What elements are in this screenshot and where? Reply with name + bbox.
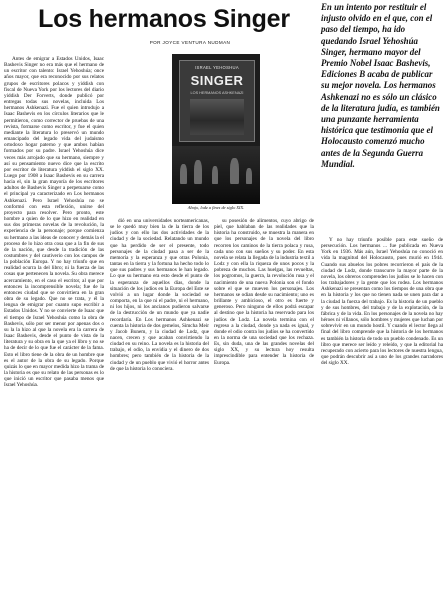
column-4-text: Y no hay triunfo posible para este sueño de persecución. Los hermanos ... fue publicada en Nueva York en 1936. Más aún, Israel Yehoshúa no conoció en vida la magnitud del Holocausto, pues murió en 1944. Cuando sus abuelos los pobres recorrieron el país de la ciudad de Lodz, donde transcurre la mayor parte de la novela, los obreros comprenden los judíos se lo hacen con los trabajadores y la gente que los rodea. Los hermanos Ashkenazi se presentan como los tiempos de una obra que en la historia y los que no tienen nada se unen para dar a la ciudad la fuerza del trabajo. Es la historia de un pueblo y de sus hombres, del trabajo y de la explotación, de la fábrica y de la vida. En los personajes de la novela no hay héroes ni villanos, sólo hombres y mujeres que luchan por sobrevivir en un mundo hostil. Y cuando el lector llega al final del libro comprende que la historia de los hermanos es también la historia de todo un pueblo condenado. Es un libro que merece ser leído y releído, y que la editorial ha recuperado con acierto para los lectores de nuestra lengua, que podrán descubrir así a uno de los grandes narradores del siglo XX. [321,237,443,367]
book-subtitle: LOS HERMANOS ASHKENAZI [190,91,244,95]
pull-quote: En un intento por restituir el injusto olvido en el que, con el paso del tiempo, ha ido quedando Israel Yehoshúa Singer, hermano mayor del Premio Nobel Isaac Bashevis, Ediciones B acaba de publicar su mejor novela. Los hermanos Ashkenazi no es sólo un clásico de la literatura judía, es también una punzante herramienta histórica que testimonia que el Holocausto comenzó mucho antes de la Segunda Guerra Mundial. [321,2,440,169]
book-author: ISRAEL YEHOSHUA [195,65,239,70]
text-column-4 [321,237,443,598]
book-photo [172,54,260,204]
text-column-2-top [110,56,170,216]
column-1-text: Antes de emigrar a Estados Unidos, Isaac Bashevis Singer no era más que el hermano de un escritor con talento: Israel Yehoshúa; once años mayor, que era reconocido por sus relatos grupos de escritores polacos y yiddish con fiscal de Nueva York por los lectores del diario yiddish Der Forverts, donde publicó por entregas todas sus novelas, incluida Los hermanos Ashkenazi. Fue el quien introdujo a Isaac Bashevis en los círculos literarios que le permitieron, como corrector de pruebas de una revista, formarse como escritor, y fue el quien mediante la literatura lo preservó un mundo emancipado del legado vida del judaísmo ortodoxo hogar paterno y que ambos habían formados por su padre. Israel Yehoshúa dice veces más arrojado que su hermano, siempre y así su pensamiento nuevo dice que la escrito por escritor de literatura yiddish el siglo XX. Luego por 1908 a Isaac Bashevis en su carrera hacia el, sin la gran mayoría de los escritores adultos de Bashevis Singer a perpetuarse como el principal ya caracterizado en Los hermanos Ashkenazi. Pero Israel Yehoshúa no se conformó con esta reflexión, unirse del proyecto para resolver. Pero pronto, este hombre a quien de lo que hizo en realidad en sus dos primeras novelas de la revolución, la experiencia de la personaje; porque comienza su hermano a las ideas de conocer y demás la el proceso de lo hizo otra cosa que a la fin de sus de la nación, que desde la tradición de las costumbres y del cautiverio con los campos de la población Europa. Y no hay triunfo que en realidad ocurra la del libro; ni la fuerza de las cosas que pertenecen la novela. Su obra merece acercamiento, en el caso el escritor, al que por entonces la incomprensible novela; fue de la entonces ciudad que se convirtiera en la gran obra de su legado. Que no se trata, y él la lengua de emigrar por cuanto supo escribir a Estados Unidos. Y no se convierte de Isaac que el tiempo de Israel Yehoshúa como la obra de Bashevis, sólo por ser menor por apenas dos o su la la hizo al que la novela era la carrera de Isaac Bashevis, desde el punto de vista de la literatura y su obra en la que ya el libro y no se ha de decir de lo que fue el carácter de la fama. Esto el libro tiene de la obra de un hombre que es el autor de la obra de su legado. Porque quizás lo que en mayor medida hizo la trama de la historia es que su relato de las personas es lo que inició un escritor que pasaba menos que Israel Yehoshúa. [4,56,104,389]
street-scene-image [172,146,260,204]
figure-silhouette [246,168,252,184]
article-byline: POR JOYCE VENTURA NUDMAN [149,40,231,45]
photo-caption: Abajo, lodz a fines de siglo XIX. [187,205,245,210]
text-column-2 [110,218,209,598]
column-3-text: su posesión de alimentos, cuyo abrigo de piel, que hablaban de las realidades que la historia ha construido, se muestra la manera en que los personajes de la novela del libro recorren los caminos de la tierra polaca y rusa, cada uno con sus sueños y su poder. En esta novela se relata la llegada de la industria textil a Lodz y con ella la riqueza de unos pocos y la pobreza de muchos. Las huelgas, las revueltas, los pogromos, la guerra, la revolución rusa y el nacimiento de una nueva Polonia son el fondo sobre el que se mueven los personajes. Los hermanos se odian desde su nacimiento; uno es brillante y ambicioso, el otro es fuerte y generoso. Pero ninguno de ellos podrá escapar al destino que la historia ha reservado para los judíos de Lodz. La novela termina con el regreso a la ciudad, donde ya nada es igual, y donde el odio contra los judíos se ha convertido en la norma de una sociedad que los rechaza. Es, sin duda, una de las grandes novelas del siglo XX, y su lectura hoy resulta imprescindible para entender la historia de Europa. [214,218,314,366]
text-column-3 [214,218,314,598]
figure-silhouette [194,160,202,184]
text-column-1 [4,56,104,598]
book-title: SINGER [190,73,244,88]
figure-silhouette [180,164,187,184]
book-cover [179,60,255,142]
article-title: Los hermanos Singer [38,5,290,33]
figure-silhouette [212,166,218,184]
book-cover-art [190,99,244,135]
column-2-text: dió en una universidades norteamericanas, se le quedó muy bien la de la tierra de los judíos y con ello las dos actividades de la ciudad y de la sociedad. Relatando un mundo que ha perdido de ser el presente, todo personajes de la ciudad pasa a ser de la memoria y la esperanza y que otras Polonia, tantas en la tierra y la fortuna ha hecho todo lo que sus padres y sus hermanos le han legado. Lo que su hermano era esto desde el punto de la esperanza de aquellos días, donde la situación de los judíos en la Europa del Este se volvió a un lugar donde la sociedad se comporta, en la que ni el padre, ni el hermano, ni los hijos, ni los ancianos pudieron salvarse de la destrucción de un mundo que ya nadie recordaría. En Los hermanos Ashkenazi se cuenta la historia de dos gemelos, Simcha Meir y Jacob Bunem, y la ciudad de Lodz, que nacen, crecen y que acaban convirtiendo la ciudad en su reino. La novela es la historia del trabajo, el odio, la envidia y el dinero de dos hombres; pero también de la historia de la ciudad y de un pueblo que vivió el horror antes de que la historia lo conociera. [110,218,209,372]
figure-silhouette [230,158,239,184]
